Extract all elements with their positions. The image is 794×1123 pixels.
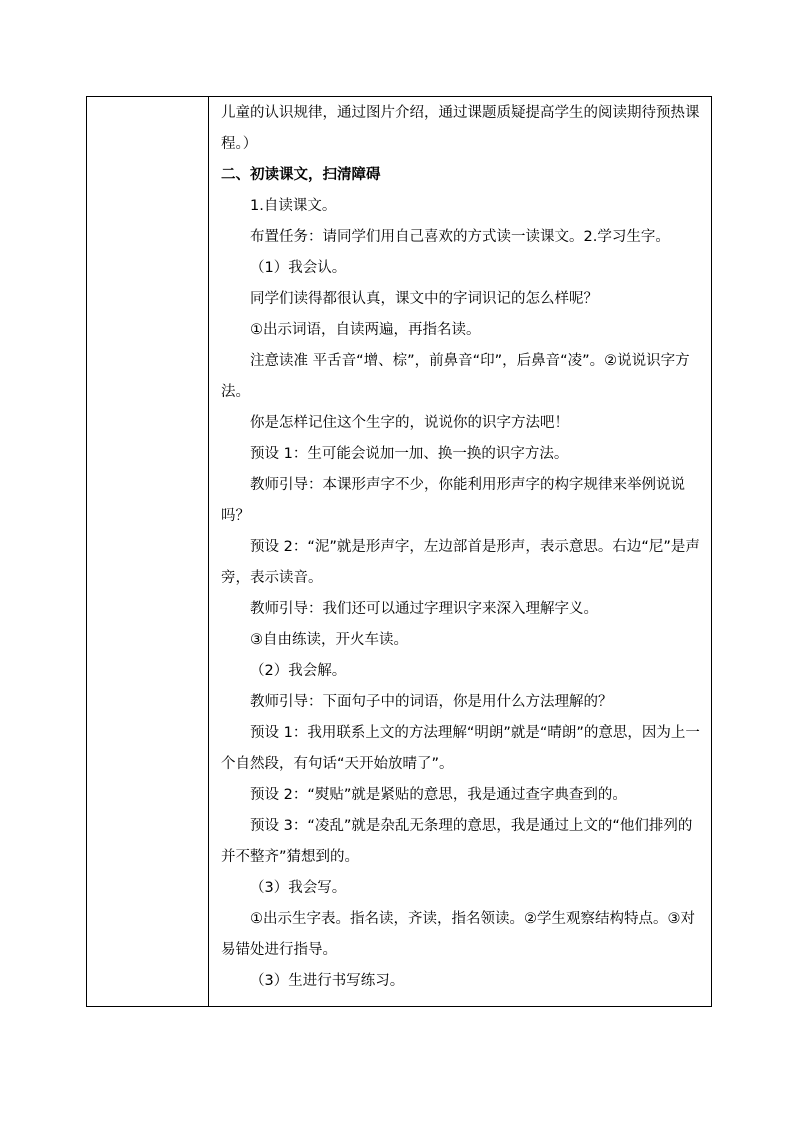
paragraph-line: ①出示生字表。指名读，齐读，指名领读。②学生观察结构特点。③对易错处进行指导。 [221,911,695,958]
paragraph-line: 预设 3：“凌乱”就是杂乱无条理的意思，我是通过上文的“他们排列的并不整齐”猜想到的。 [221,818,693,865]
paragraph-line: 注意读准 平舌音“增、棕”，前鼻音“印”，后鼻音“凌”。②说说识字方法。 [221,353,690,400]
paragraph-line: 1.自读课文。 [250,198,337,214]
lesson-content [209,97,711,997]
paragraph-line: 教师引导：本课形声字不少，你能利用形声字的构字规律来举例说说吗？ [221,477,685,524]
paragraph-line: 你是怎样记住这个生字的，说说你的识字方法吧！ [250,415,569,431]
lesson-plan-table [86,96,712,1007]
paragraph-line: （3）生进行书写练习。 [250,973,405,989]
paragraph-line: （1）我会认。 [250,260,347,276]
paragraph-line: 儿童的认识规律，通过图片介绍，通过课题质疑提高学生的阅读期待预热课程。） [221,105,700,152]
left-column-cell [87,97,209,1007]
paragraph-line: 预设 2：“熨贴”就是紧贴的意思，我是通过查字典查到的。 [250,787,627,803]
section-heading: 二、初读课文，扫清障碍 [221,167,381,183]
paragraph-line: ③自由练读，开火车读。 [250,632,408,648]
paragraph-line: ①出示词语，自读两遍，再指名读。 [250,322,481,338]
right-column-cell [209,97,712,1007]
paragraph-line: 预设 2：“泥”就是形声字，左边部首是形声，表示意思。右边“尼”是声旁，表示读音。 [221,539,700,586]
paragraph-line: 预设 1：我用联系上文的方法理解“明朗”就是“晴朗”的意思，因为上一个自然段，有句话“天开始放晴了”。 [221,725,700,772]
paragraph-line: 教师引导：我们还可以通过字理识字来深入理解字义。 [250,601,598,617]
paragraph-line: （3）我会写。 [250,880,347,896]
paragraph-line: 同学们读得都很认真，课文中的字词识记的怎么样呢？ [250,291,598,307]
paragraph-line: 预设 1：生可能会说加一加、换一换的识字方法。 [250,446,569,462]
paragraph-line: 教师引导：下面句子中的词语，你是用什么方法理解的？ [250,694,613,710]
paragraph-line: 布置任务：请同学们用自己喜欢的方式读一读课文。2.学习生字。 [250,229,670,245]
table-row [87,97,712,1007]
paragraph-line: （2）我会解。 [250,663,347,679]
